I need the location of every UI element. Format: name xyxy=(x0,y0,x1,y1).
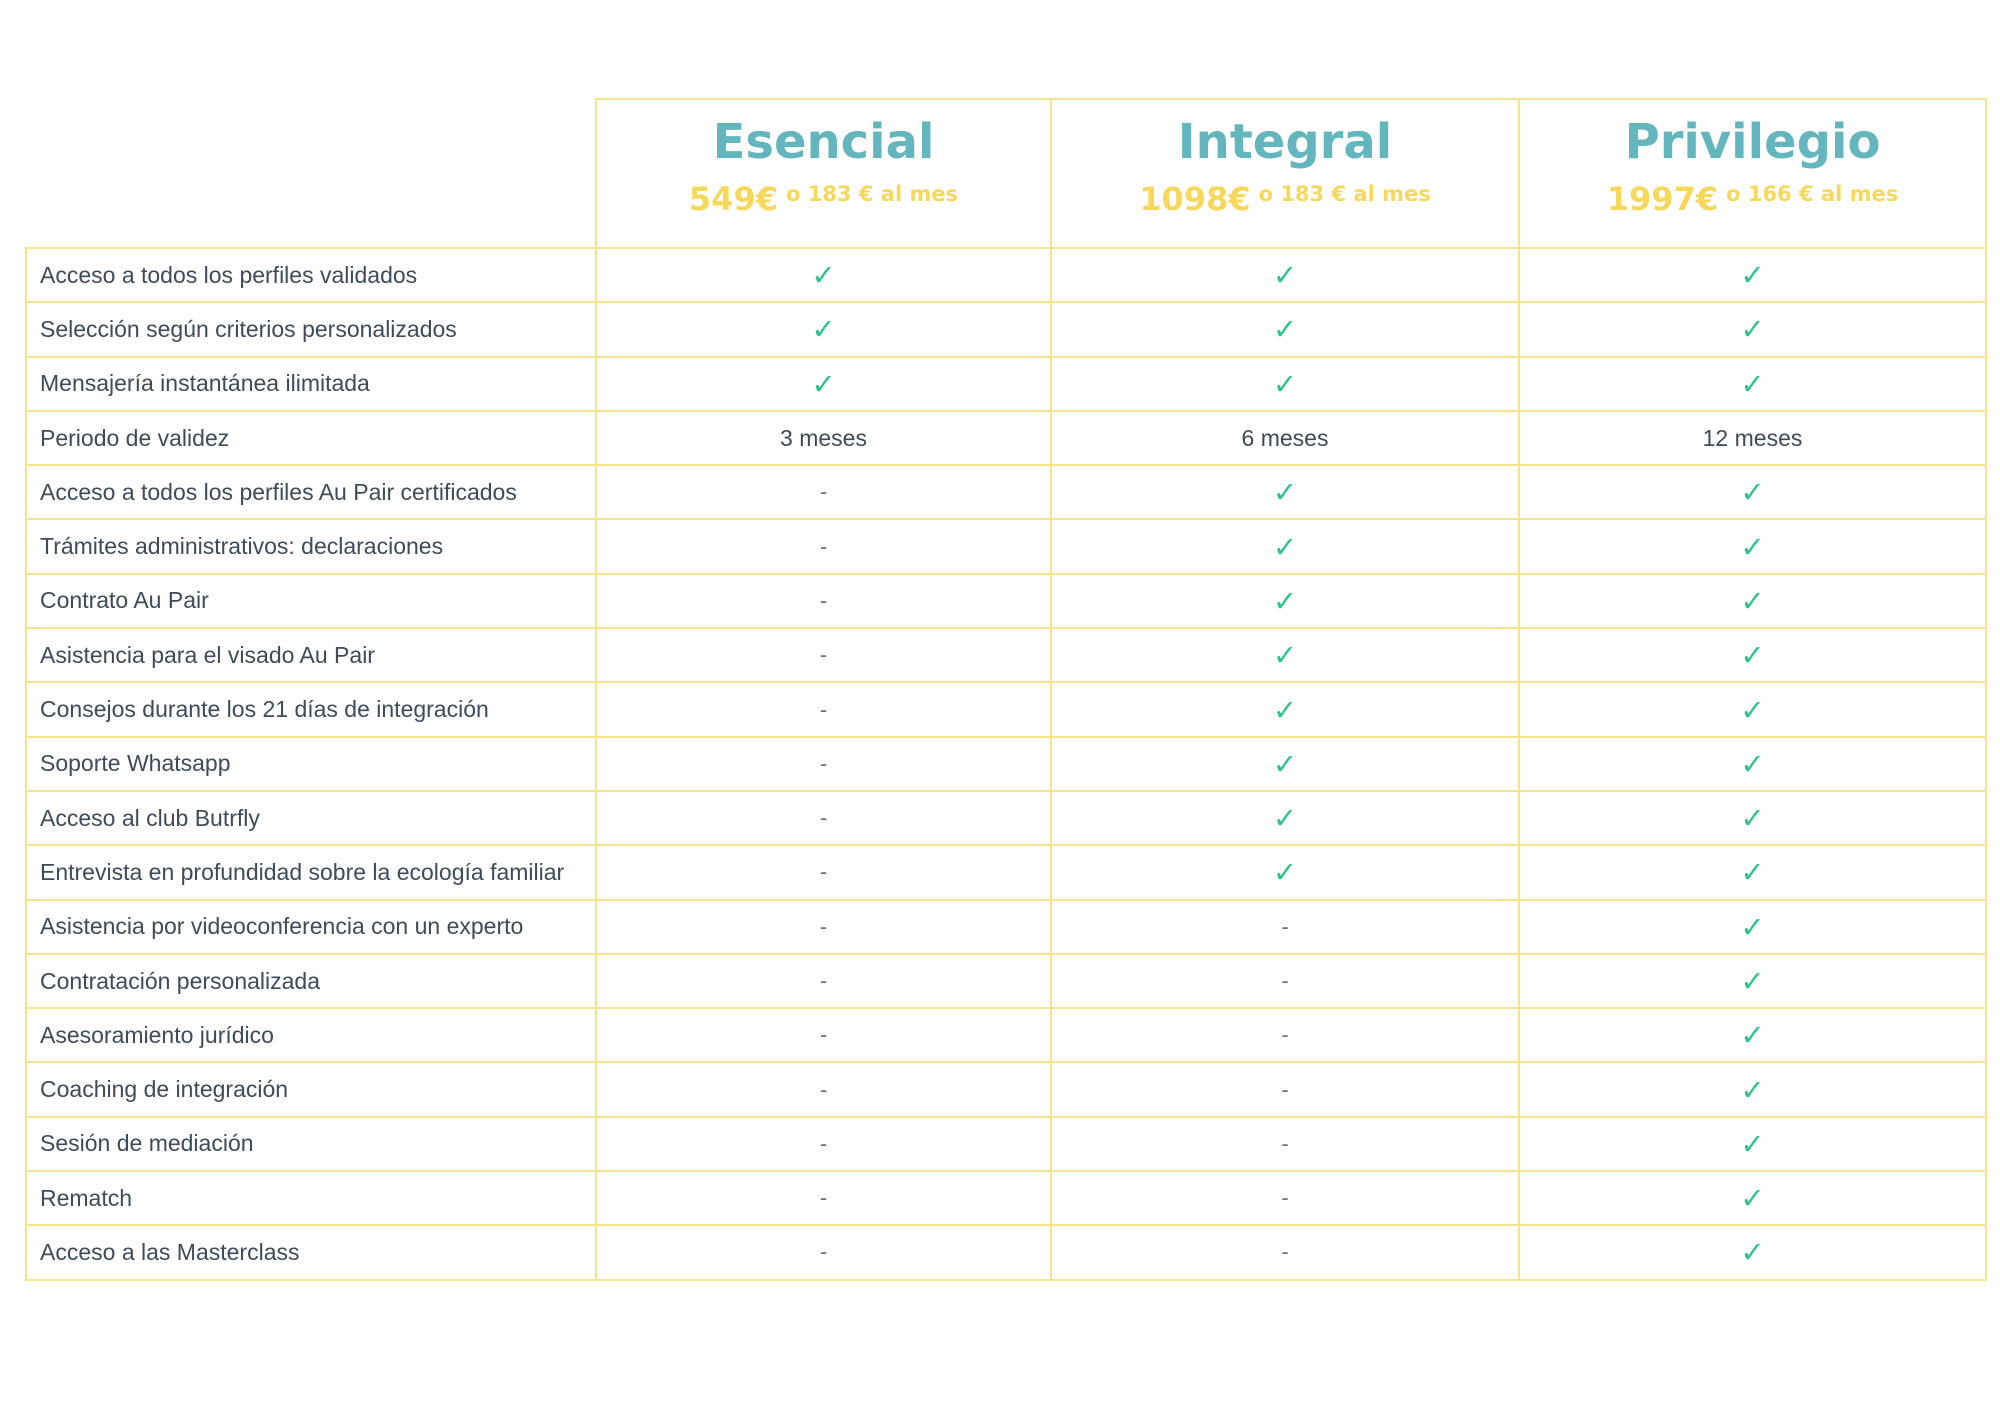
pricing-comparison-table xyxy=(25,98,1987,1281)
feature-label: Rematch xyxy=(26,1171,596,1225)
table-row xyxy=(26,302,1986,356)
plan-price-line xyxy=(1052,180,1518,218)
plan-header-row xyxy=(26,99,1986,248)
feature-label: Coaching de integración xyxy=(26,1062,596,1116)
table-row xyxy=(26,357,1986,411)
check-icon: ✓ xyxy=(1519,1008,1986,1062)
check-icon: ✓ xyxy=(1051,574,1519,628)
feature-label: Entrevista en profundidad sobre la ecología familiar xyxy=(26,845,596,899)
feature-label: Periodo de validez xyxy=(26,411,596,465)
feature-value: 3 meses xyxy=(596,411,1051,465)
dash-icon: - xyxy=(596,954,1051,1008)
table-corner xyxy=(26,99,596,248)
table-row xyxy=(26,1008,1986,1062)
check-icon: ✓ xyxy=(1051,519,1519,573)
dash-icon: - xyxy=(1051,1062,1519,1116)
dash-icon: - xyxy=(596,628,1051,682)
check-icon: ✓ xyxy=(596,357,1051,411)
plan-price: 549€ xyxy=(688,180,778,218)
feature-label: Asesoramiento jurídico xyxy=(26,1008,596,1062)
check-icon: ✓ xyxy=(1051,465,1519,519)
check-icon: ✓ xyxy=(1519,900,1986,954)
check-icon: ✓ xyxy=(1519,628,1986,682)
check-icon: ✓ xyxy=(1519,302,1986,356)
table-row xyxy=(26,682,1986,736)
feature-value: 6 meses xyxy=(1051,411,1519,465)
plan-header-integral xyxy=(1051,99,1519,248)
plan-price: 1997€ xyxy=(1606,180,1719,218)
table-row xyxy=(26,248,1986,302)
dash-icon: - xyxy=(596,519,1051,573)
table-row xyxy=(26,519,1986,573)
dash-icon: - xyxy=(596,1225,1051,1279)
check-icon: ✓ xyxy=(1519,248,1986,302)
check-icon: ✓ xyxy=(596,248,1051,302)
dash-icon: - xyxy=(596,1117,1051,1171)
plan-price-line xyxy=(1520,180,1985,218)
feature-label: Contratación personalizada xyxy=(26,954,596,1008)
table-row xyxy=(26,411,1986,465)
check-icon: ✓ xyxy=(1519,1225,1986,1279)
feature-label: Selección según criterios personalizados xyxy=(26,302,596,356)
dash-icon: - xyxy=(1051,954,1519,1008)
table-row xyxy=(26,1117,1986,1171)
table-row xyxy=(26,574,1986,628)
feature-label: Acceso a las Masterclass xyxy=(26,1225,596,1279)
dash-icon: - xyxy=(596,465,1051,519)
check-icon: ✓ xyxy=(1051,357,1519,411)
plan-price: 1098€ xyxy=(1139,180,1251,218)
dash-icon: - xyxy=(1051,1008,1519,1062)
feature-label: Asistencia para el visado Au Pair xyxy=(26,628,596,682)
feature-label: Acceso a todos los perfiles Au Pair certificados xyxy=(26,465,596,519)
feature-label: Contrato Au Pair xyxy=(26,574,596,628)
dash-icon: - xyxy=(1051,1225,1519,1279)
check-icon: ✓ xyxy=(1051,737,1519,791)
check-icon: ✓ xyxy=(1051,791,1519,845)
plan-name: Esencial xyxy=(712,114,935,170)
check-icon: ✓ xyxy=(1519,357,1986,411)
plan-monthly-price: o 166 € al mes xyxy=(1726,182,1899,206)
table-row xyxy=(26,1062,1986,1116)
feature-rows xyxy=(26,248,1986,1280)
feature-label: Mensajería instantánea ilimitada xyxy=(26,357,596,411)
check-icon: ✓ xyxy=(1519,1171,1986,1225)
check-icon: ✓ xyxy=(1519,519,1986,573)
check-icon: ✓ xyxy=(1051,845,1519,899)
feature-label: Consejos durante los 21 días de integración xyxy=(26,682,596,736)
dash-icon: - xyxy=(596,845,1051,899)
feature-label: Sesión de mediación xyxy=(26,1117,596,1171)
plan-header-esencial xyxy=(596,99,1051,248)
check-icon: ✓ xyxy=(1519,845,1986,899)
plan-header-privilegio xyxy=(1519,99,1986,248)
check-icon: ✓ xyxy=(1519,682,1986,736)
feature-label: Acceso al club Butrfly xyxy=(26,791,596,845)
check-icon: ✓ xyxy=(1051,302,1519,356)
check-icon: ✓ xyxy=(1519,574,1986,628)
check-icon: ✓ xyxy=(1051,628,1519,682)
table-row xyxy=(26,954,1986,1008)
check-icon: ✓ xyxy=(1519,1062,1986,1116)
dash-icon: - xyxy=(596,791,1051,845)
dash-icon: - xyxy=(1051,900,1519,954)
dash-icon: - xyxy=(596,1008,1051,1062)
check-icon: ✓ xyxy=(596,302,1051,356)
feature-label: Soporte Whatsapp xyxy=(26,737,596,791)
feature-label: Trámites administrativos: declaraciones xyxy=(26,519,596,573)
plan-monthly-price: o 183 € al mes xyxy=(1258,182,1431,206)
check-icon: ✓ xyxy=(1519,954,1986,1008)
table-row xyxy=(26,1171,1986,1225)
check-icon: ✓ xyxy=(1519,737,1986,791)
check-icon: ✓ xyxy=(1051,248,1519,302)
dash-icon: - xyxy=(1051,1117,1519,1171)
check-icon: ✓ xyxy=(1519,791,1986,845)
plan-price-line xyxy=(597,180,1050,218)
plan-name: Integral xyxy=(1177,114,1393,170)
dash-icon: - xyxy=(1051,1171,1519,1225)
dash-icon: - xyxy=(596,737,1051,791)
dash-icon: - xyxy=(596,682,1051,736)
plan-monthly-price: o 183 € al mes xyxy=(785,182,959,206)
feature-value: 12 meses xyxy=(1519,411,1986,465)
table-row xyxy=(26,737,1986,791)
check-icon: ✓ xyxy=(1051,682,1519,736)
feature-label: Acceso a todos los perfiles validados xyxy=(26,248,596,302)
table-row xyxy=(26,900,1986,954)
check-icon: ✓ xyxy=(1519,465,1986,519)
table-row xyxy=(26,465,1986,519)
table-row xyxy=(26,628,1986,682)
plan-name: Privilegio xyxy=(1624,114,1881,170)
dash-icon: - xyxy=(596,574,1051,628)
dash-icon: - xyxy=(596,900,1051,954)
dash-icon: - xyxy=(596,1062,1051,1116)
dash-icon: - xyxy=(596,1171,1051,1225)
check-icon: ✓ xyxy=(1519,1117,1986,1171)
table-row xyxy=(26,791,1986,845)
table-row xyxy=(26,845,1986,899)
feature-label: Asistencia por videoconferencia con un experto xyxy=(26,900,596,954)
table-row xyxy=(26,1225,1986,1279)
